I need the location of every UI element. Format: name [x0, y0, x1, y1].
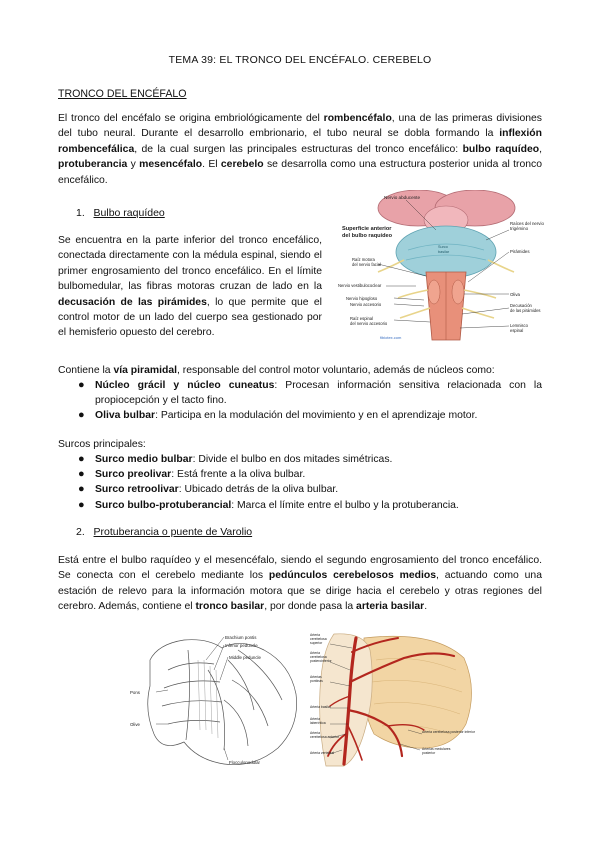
- page-title: TEMA 39: EL TRONCO DEL ENCÉFALO. CEREBELO: [168, 54, 432, 66]
- fig1-label-center: Surco: [438, 245, 448, 249]
- fig2-label-bottom: Flocculonodular: [229, 760, 260, 765]
- intro-paragraph: El tronco del encéfalo se origina embriológicamente del rombencéfalo, una de las primeras divisiones del tubo neural. Durante el desarrollo embrionario, el tubo neural se dobla formando la inflexión rombencefálica, de la cual surgen las principales estructuras del tronco encefálico: bulbo raquídeo, protuberancia y mesencéfalo. El cerebelo se desarrolla como una estructura posterior unida al tronco encefálico.: [58, 113, 543, 186]
- fig3-label-l2a: Arteria: [310, 651, 320, 655]
- fig2-label-pons: Pons: [130, 690, 141, 695]
- fig3-label-l6b: cerebelosa anterior: [310, 735, 340, 739]
- fig1-label-lemnisco: Lemnisco: [510, 323, 528, 328]
- list-item: ● Oliva bulbar: Participa en la modulación del movimiento y en el aprendizaje motor.: [78, 409, 478, 422]
- fig3-label-r1b: posterior: [422, 751, 436, 755]
- arteries-figure: [304, 630, 476, 770]
- fig1-label-superficie: Superficie anterior: [342, 226, 392, 232]
- fig3-label-l3a: Arterias: [310, 675, 322, 679]
- peduncles-figure: [128, 630, 304, 770]
- fig1-label-raiz-motora2: del nervio facial: [352, 262, 382, 267]
- fig2-label-olive: Olive: [130, 722, 141, 727]
- fig1-label-raices2: trigémino: [510, 226, 529, 231]
- subheading-bulbo: 1. Bulbo raquídeo: [76, 207, 165, 219]
- fig1-label-piramides: Pirámides: [510, 249, 530, 254]
- fig1-label-raiz-espinal: Raíz espinal: [350, 316, 374, 321]
- fig3-label-l7: Arteria vertebral: [310, 751, 335, 755]
- surcos-list: [76, 452, 542, 513]
- fig1-label-raiz-espinal2: del nervio accesorio: [350, 321, 388, 326]
- surcos-heading: Surcos principales:: [58, 439, 146, 450]
- fig3-label-l1a: Arteria: [310, 633, 320, 637]
- piramidal-paragraph: Contiene la vía piramidal, responsable del control motor voluntario, además de núcleos como:: [58, 365, 495, 376]
- fig3-label-r1a: Arterias medulares: [422, 747, 451, 751]
- fig1-label-center2: basilar: [438, 250, 450, 254]
- fig3-label-l1b: cerebelosa: [310, 637, 327, 641]
- fig3-label-l1c: superior: [310, 641, 323, 645]
- subheading-protuberancia: 2. Protuberancia o puente de Varolio: [76, 526, 253, 538]
- fig1-label-vestibulococlear: Nervio vestibulococlear: [338, 283, 382, 288]
- fig3-label-l2c: posteroinferior: [310, 659, 332, 663]
- fig3-label-l8: Arteria cerebelosa posterior inferior: [422, 730, 475, 734]
- list-item: ● Surco retroolivar: Ubicado detrás de la oliva bulbar.: [78, 483, 339, 496]
- brainstem-figure: [338, 190, 546, 344]
- list-item: ● Núcleo grácil y núcleo cuneatus: Procesan información sensitiva relacionada con la propiocepción y el tacto fino.: [78, 379, 542, 407]
- bulbo-paragraph: Se encuentra en la parte inferior del tronco encefálico, conectada directamente con la médula espinal, siendo el primer engrosamiento del tronco encefálico. En el límite bulbomedular, las fibras motoras cruzan de lado en la decusación de las pirámides, lo que permite que el control motor de un lado del cuerpo sea gestionado por el hemisferio opuesto del cerebro.: [58, 235, 322, 339]
- fig3-label-l4: Arteria basilar: [310, 705, 331, 709]
- fig3-label-l2b: cerebelosa: [310, 655, 327, 659]
- fig3-label-l6a: Arteria: [310, 731, 320, 735]
- fig3-label-l5a: Arteria: [310, 717, 320, 721]
- list-item: ● Surco bulbo-protuberancial: Marca el límite entre el bulbo y la protuberancia.: [78, 498, 459, 511]
- list-item: ● Surco preolivar: Está frente a la oliva bulbar.: [78, 468, 306, 481]
- fig1-label-top: Nervio abducente: [384, 195, 421, 200]
- fig1-label-superficie2: del bulbo raquídeo: [342, 233, 393, 239]
- fig3-label-l5b: laberíntica: [310, 721, 326, 725]
- fig1-credit: fibiotex.com: [380, 335, 402, 340]
- protuberancia-paragraph: Está entre el bulbo raquídeo y el mesencéfalo, siendo el segundo engrosamiento del tronco encefálico. Se conecta con el cerebelo mediante los pedúnculos cerebelosos medios, actuando como una estación de relevo para la información motora que se dirige hacia el cerebelo y otras regiones del cerebro. Además, contiene el tronco basilar, por donde pasa la arteria basilar.: [58, 555, 542, 613]
- fig3-label-l3b: pontinas: [310, 679, 323, 683]
- fig2-label-c: Middle peduncle: [229, 655, 261, 660]
- fig2-label-a: Brachium pontis: [225, 635, 257, 640]
- fig1-label-decusacion: Decusación: [510, 303, 532, 308]
- fig1-label-raices: Raíces del nervio: [510, 221, 544, 226]
- fig1-label-lemnisco2: espinal: [510, 328, 524, 333]
- nucleos-list: [76, 378, 542, 424]
- fig1-label-raiz-motora: Raíz motora: [352, 257, 375, 262]
- fig1-label-hipogloso: Nervio hipogloso: [346, 296, 378, 301]
- fig1-label-accesorio: Nervio accesorio: [350, 302, 382, 307]
- fig1-label-decusacion2: de las pirámides: [510, 308, 541, 313]
- fig1-label-oliva: Oliva: [510, 292, 521, 297]
- section-heading: TRONCO DEL ENCÉFALO: [58, 88, 187, 100]
- list-item: ● Surco medio bulbar: Divide el bulbo en dos mitades simétricas.: [78, 453, 393, 465]
- fig2-label-b: Inferior peduncle: [225, 643, 258, 648]
